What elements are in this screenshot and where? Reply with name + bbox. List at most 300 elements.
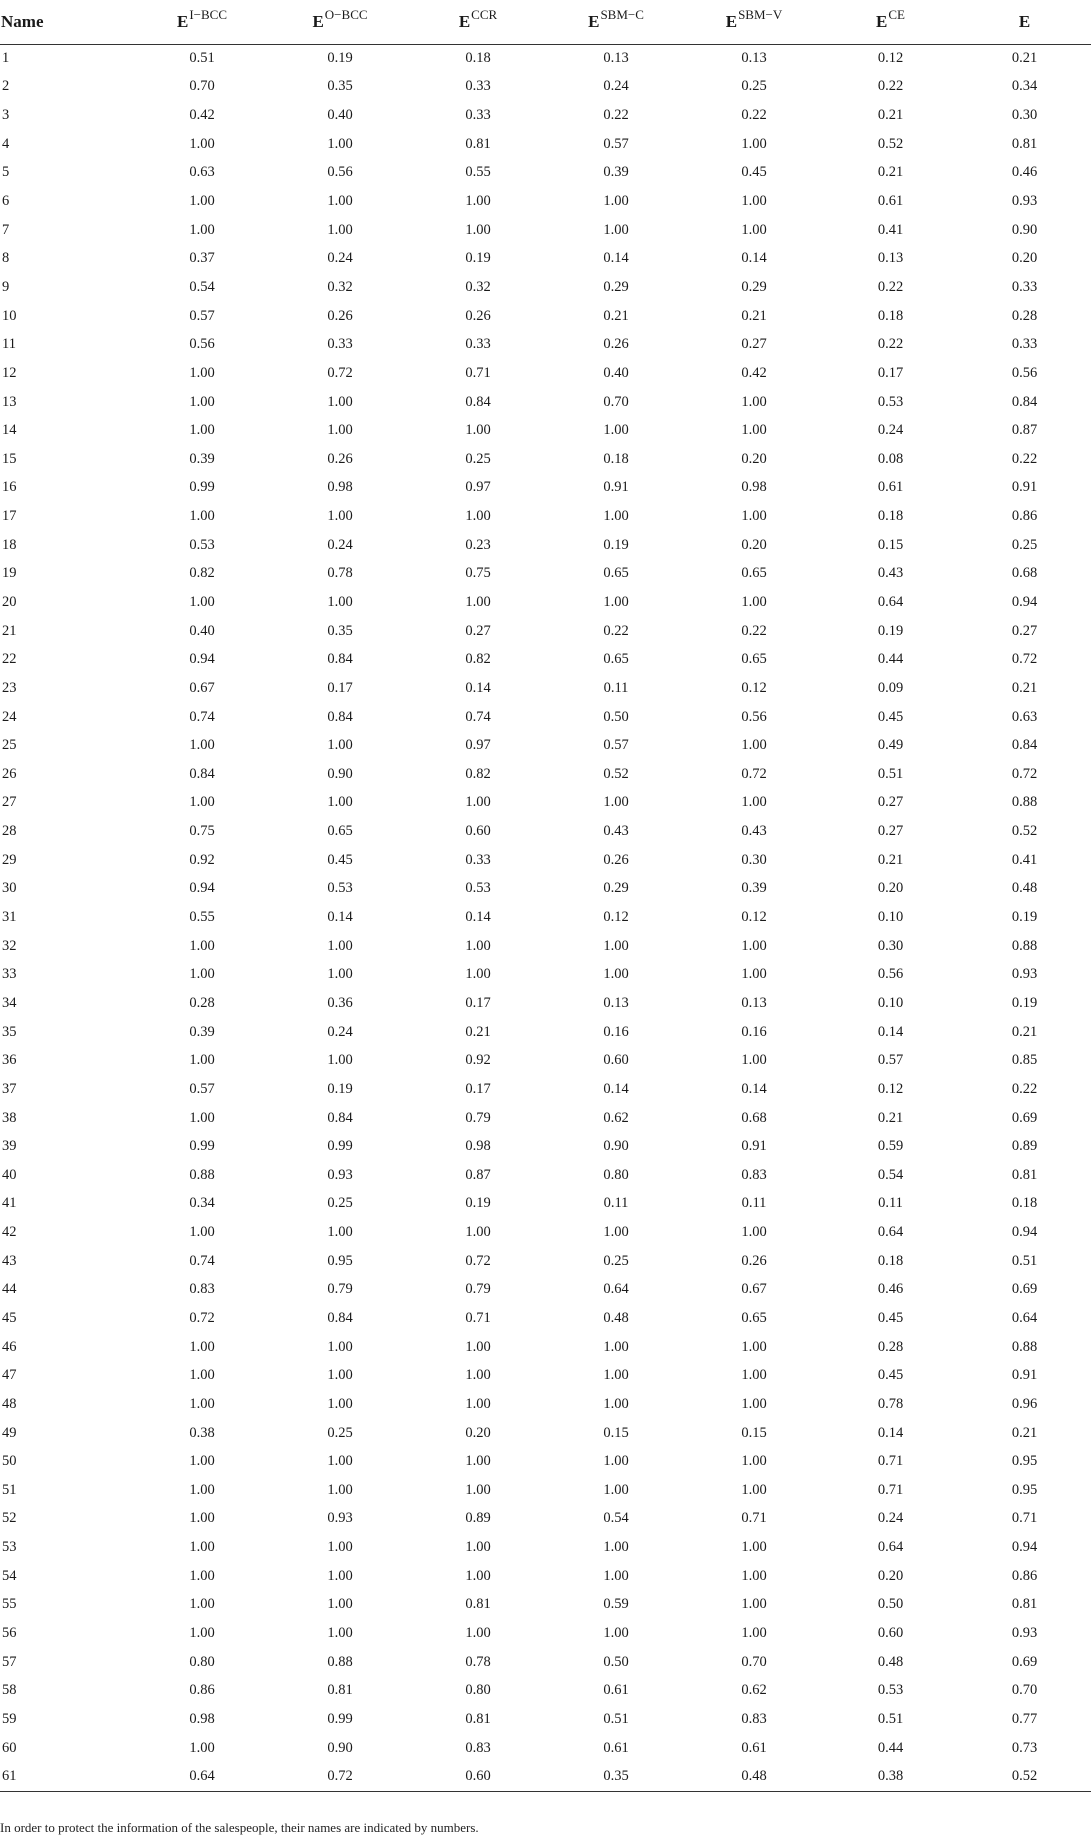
value-cell: 1.00 (189, 966, 215, 983)
column-header-1 (133, 0, 271, 44)
value-cell: 0.81 (1011, 1596, 1038, 1613)
value-cell: 0.52 (958, 1762, 1091, 1791)
row-name-cell: 58 (2, 1682, 17, 1699)
value-cell: 0.19 (1011, 909, 1038, 926)
value-cell: 0.21 (1011, 1023, 1038, 1040)
value-cell: 0.67 (741, 1281, 767, 1298)
value-cell: 1.00 (189, 1739, 215, 1756)
value-cell: 1.00 (603, 937, 629, 954)
value-cell: 0.69 (1011, 1653, 1038, 1670)
value-cell: 1.00 (465, 794, 491, 811)
value-cell: 0.62 (603, 1109, 629, 1126)
table-row (0, 1705, 1091, 1734)
value-cell: 0.45 (877, 1367, 904, 1384)
row-name-cell: 24 (2, 708, 17, 725)
value-cell: 0.90 (603, 1138, 629, 1155)
value-cell: 0.24 (877, 422, 904, 439)
value-cell: 0.73 (1011, 1739, 1038, 1756)
value-cell: 0.50 (603, 1653, 629, 1670)
row-name-cell: 31 (2, 909, 17, 926)
value-cell: 0.84 (327, 651, 353, 668)
table-row (0, 502, 1091, 531)
value-cell: 0.64 (877, 1224, 904, 1241)
value-cell: 0.79 (465, 1281, 491, 1298)
table-row (0, 388, 1091, 417)
value-cell: 1.00 (603, 1224, 629, 1241)
value-cell: 0.45 (877, 708, 904, 725)
value-cell: 1.00 (603, 794, 629, 811)
value-cell: 1.00 (741, 937, 767, 954)
table-row (0, 1018, 1091, 1047)
value-cell: 0.30 (1011, 107, 1038, 124)
table-row (0, 932, 1091, 961)
row-name-cell: 48 (2, 1395, 17, 1412)
value-cell: 0.24 (877, 1510, 904, 1527)
value-cell: 0.61 (741, 1739, 767, 1756)
value-cell: 0.60 (409, 1762, 547, 1791)
table-row (0, 1619, 1091, 1648)
value-cell: 0.93 (327, 1510, 353, 1527)
value-cell: 0.72 (189, 1310, 215, 1326)
value-cell: 1.00 (603, 1338, 629, 1355)
table-row (0, 1533, 1091, 1562)
table-row (0, 1333, 1091, 1362)
column-header-base: E (312, 11, 324, 31)
column-header-2 (271, 0, 409, 44)
table-row (0, 1591, 1091, 1620)
value-cell: 0.18 (877, 1252, 904, 1269)
value-cell: 0.24 (327, 1023, 353, 1040)
value-cell: 1.00 (189, 737, 215, 754)
value-cell: 0.12 (603, 909, 629, 926)
row-name-cell: 15 (2, 450, 17, 467)
value-cell: 1.00 (189, 1224, 215, 1241)
value-cell: 0.71 (877, 1481, 904, 1498)
value-cell: 0.39 (189, 450, 215, 467)
value-cell: 0.13 (741, 994, 767, 1011)
value-cell: 0.39 (603, 164, 629, 181)
value-cell: 1.00 (741, 737, 767, 754)
table-row (0, 674, 1091, 703)
table-row (0, 789, 1091, 818)
value-cell: 0.42 (189, 107, 215, 124)
value-cell: 0.18 (1011, 1195, 1038, 1212)
value-cell: 0.75 (189, 823, 215, 840)
table-body (0, 44, 1091, 1791)
value-cell: 1.00 (327, 1453, 353, 1470)
value-cell: 0.85 (1011, 1052, 1038, 1069)
value-cell: 0.22 (877, 78, 904, 95)
value-cell: 1.00 (189, 508, 215, 525)
value-cell: 0.41 (877, 221, 904, 238)
value-cell: 0.79 (465, 1109, 491, 1126)
value-cell: 1.00 (189, 593, 215, 610)
value-cell: 1.00 (603, 508, 629, 525)
value-cell: 0.88 (189, 1166, 215, 1183)
column-header-base: E (725, 11, 738, 31)
value-cell: 0.23 (465, 536, 491, 553)
value-cell: 1.00 (741, 508, 767, 525)
row-name-cell: 54 (2, 1567, 17, 1584)
value-cell: 0.42 (741, 364, 767, 381)
value-cell: 0.95 (327, 1252, 353, 1269)
value-cell: 0.86 (189, 1682, 215, 1699)
value-cell: 0.68 (741, 1109, 767, 1126)
value-cell: 1.00 (327, 221, 353, 238)
value-cell: 0.45 (327, 851, 353, 868)
value-cell: 0.46 (877, 1281, 904, 1298)
value-cell: 0.94 (189, 880, 215, 897)
value-cell: 1.00 (327, 1224, 353, 1241)
value-cell: 1.00 (465, 221, 491, 238)
value-cell: 0.24 (327, 536, 353, 553)
value-cell: 0.14 (741, 1080, 767, 1097)
value-cell: 1.00 (741, 393, 767, 410)
table-row (0, 1677, 1091, 1706)
row-name-cell: 9 (2, 278, 10, 295)
row-name-cell: 59 (2, 1710, 17, 1727)
value-cell: 0.40 (603, 364, 629, 381)
row-name-cell: 41 (2, 1195, 17, 1212)
table-row (0, 101, 1091, 130)
value-cell: 0.24 (603, 78, 629, 95)
value-cell: 0.64 (877, 593, 904, 610)
value-cell: 0.08 (877, 450, 904, 467)
value-cell: 0.22 (877, 278, 904, 295)
value-cell: 1.00 (465, 1338, 491, 1355)
value-cell: 1.00 (603, 422, 629, 439)
value-cell: 0.35 (547, 1762, 685, 1791)
value-cell: 0.19 (465, 1195, 491, 1212)
value-cell: 0.61 (877, 193, 904, 210)
value-cell: 1.00 (741, 422, 767, 439)
value-cell: 0.48 (1011, 880, 1038, 897)
value-cell: 1.00 (465, 1539, 491, 1556)
column-header-base: E (176, 11, 189, 31)
value-cell: 0.92 (189, 851, 215, 868)
value-cell: 1.00 (741, 1052, 767, 1069)
row-name-cell: 2 (2, 78, 10, 95)
row-name-cell: 7 (2, 221, 10, 238)
value-cell: 0.53 (877, 393, 904, 410)
value-cell: 0.71 (465, 1310, 491, 1326)
value-cell: 0.22 (1011, 1080, 1038, 1097)
value-cell: 1.00 (189, 1596, 215, 1613)
value-cell: 0.53 (327, 880, 353, 897)
value-cell: 0.56 (189, 336, 215, 353)
value-cell: 0.55 (189, 909, 215, 926)
table-row (0, 1361, 1091, 1390)
value-cell: 1.00 (189, 1539, 215, 1556)
value-cell: 0.16 (741, 1023, 767, 1040)
value-cell: 1.00 (327, 422, 353, 439)
value-cell: 1.00 (465, 1453, 491, 1470)
value-cell: 0.21 (603, 307, 629, 324)
value-cell: 0.49 (877, 737, 904, 754)
value-cell: 0.18 (877, 307, 904, 324)
table-row (0, 244, 1091, 273)
column-header-base: Name (1, 11, 44, 31)
value-cell: 1.00 (189, 794, 215, 811)
table-row (0, 760, 1091, 789)
column-header-base: E (458, 11, 471, 31)
value-cell: 0.11 (603, 679, 629, 696)
value-cell: 1.00 (741, 221, 767, 238)
value-cell: 0.91 (741, 1138, 767, 1155)
value-cell: 0.25 (1011, 536, 1038, 553)
value-cell: 0.70 (741, 1653, 767, 1670)
value-cell: 1.00 (741, 1567, 767, 1584)
row-name-cell: 35 (2, 1023, 17, 1040)
value-cell: 0.65 (603, 565, 629, 582)
row-name-cell: 49 (2, 1424, 17, 1441)
value-cell: 0.52 (877, 135, 904, 152)
table-row (0, 474, 1091, 503)
value-cell: 0.25 (327, 1195, 353, 1212)
row-name-cell: 27 (2, 794, 17, 811)
value-cell: 0.80 (189, 1653, 215, 1670)
column-header-superscript: SBM−C (600, 6, 644, 22)
value-cell: 0.98 (465, 1138, 491, 1155)
value-cell: 0.21 (877, 107, 904, 124)
value-cell: 0.29 (603, 278, 629, 295)
value-cell: 0.15 (603, 1424, 629, 1441)
value-cell: 0.53 (877, 1682, 904, 1699)
value-cell: 0.25 (327, 1424, 353, 1441)
value-cell: 1.00 (741, 193, 767, 210)
value-cell: 0.75 (465, 565, 491, 582)
value-cell: 1.00 (327, 1338, 353, 1355)
row-name-cell: 19 (2, 565, 17, 582)
value-cell: 0.30 (741, 851, 767, 868)
row-name-cell: 61 (0, 1762, 133, 1791)
row-name-cell: 12 (2, 364, 17, 381)
row-name-cell: 44 (2, 1281, 17, 1298)
value-cell: 1.00 (741, 794, 767, 811)
value-cell: 0.52 (1011, 823, 1038, 840)
value-cell: 0.14 (465, 679, 491, 696)
value-cell: 1.00 (189, 1567, 215, 1584)
table-row (0, 875, 1091, 904)
value-cell: 1.00 (741, 1539, 767, 1556)
value-cell: 0.84 (1011, 737, 1038, 754)
table-row (0, 1648, 1091, 1677)
value-cell: 0.72 (1011, 651, 1038, 668)
value-cell: 0.44 (877, 651, 904, 668)
value-cell: 0.69 (1011, 1281, 1038, 1298)
value-cell: 0.48 (685, 1762, 823, 1791)
value-cell: 0.33 (465, 851, 491, 868)
row-name-cell: 26 (2, 765, 17, 782)
value-cell: 0.27 (1011, 622, 1038, 639)
value-cell: 0.78 (327, 565, 353, 582)
value-cell: 0.57 (603, 135, 629, 152)
value-cell: 1.00 (741, 1625, 767, 1642)
value-cell: 0.19 (877, 622, 904, 639)
value-cell: 0.69 (1011, 1109, 1038, 1126)
value-cell: 0.57 (603, 737, 629, 754)
value-cell: 0.33 (1011, 336, 1038, 353)
value-cell: 1.00 (327, 135, 353, 152)
value-cell: 0.91 (603, 479, 629, 496)
value-cell: 1.00 (465, 1625, 491, 1642)
value-cell: 0.21 (877, 164, 904, 181)
value-cell: 0.82 (465, 651, 491, 668)
value-cell: 0.53 (465, 880, 491, 897)
value-cell: 0.25 (465, 450, 491, 467)
value-cell: 1.00 (189, 364, 215, 381)
value-cell: 0.88 (1011, 794, 1038, 811)
value-cell: 0.10 (877, 909, 904, 926)
value-cell: 0.32 (465, 278, 491, 295)
value-cell: 1.00 (741, 1338, 767, 1355)
table-row (0, 846, 1091, 875)
value-cell: 0.64 (133, 1762, 271, 1791)
value-cell: 0.57 (189, 307, 215, 324)
value-cell: 0.92 (465, 1052, 491, 1069)
table-row (0, 1218, 1091, 1247)
value-cell: 0.18 (465, 50, 491, 67)
value-cell: 0.27 (877, 794, 904, 811)
value-cell: 0.29 (603, 880, 629, 897)
value-cell: 1.00 (603, 1625, 629, 1642)
value-cell: 0.20 (741, 450, 767, 467)
value-cell: 0.84 (465, 393, 491, 410)
value-cell: 0.17 (327, 679, 353, 696)
value-cell: 0.56 (1011, 364, 1038, 381)
value-cell: 0.35 (327, 622, 353, 639)
value-cell: 0.19 (1011, 994, 1038, 1011)
column-header-6 (823, 0, 958, 44)
value-cell: 1.00 (741, 966, 767, 983)
value-cell: 0.22 (1011, 450, 1038, 467)
row-name-cell: 3 (2, 107, 10, 124)
value-cell: 0.21 (465, 1023, 491, 1040)
value-cell: 0.80 (465, 1682, 491, 1699)
value-cell: 0.38 (189, 1424, 215, 1441)
value-cell: 0.12 (741, 679, 767, 696)
value-cell: 1.00 (465, 966, 491, 983)
value-cell: 1.00 (465, 1367, 491, 1384)
value-cell: 1.00 (327, 508, 353, 525)
value-cell: 0.14 (877, 1424, 904, 1441)
table-row (0, 130, 1091, 159)
value-cell: 0.81 (465, 1710, 491, 1727)
value-cell: 0.62 (741, 1682, 767, 1699)
value-cell: 0.84 (327, 1310, 353, 1326)
value-cell: 0.33 (465, 107, 491, 124)
table-row (0, 961, 1091, 990)
value-cell: 0.65 (327, 823, 353, 840)
value-cell: 0.93 (327, 1166, 353, 1183)
value-cell: 1.00 (603, 1367, 629, 1384)
value-cell: 1.00 (189, 1052, 215, 1069)
value-cell: 1.00 (327, 1395, 353, 1412)
row-name-cell: 17 (2, 508, 17, 525)
value-cell: 0.82 (465, 765, 491, 782)
value-cell: 0.44 (877, 1739, 904, 1756)
value-cell: 0.51 (877, 765, 904, 782)
column-header-superscript: O−BCC (324, 6, 368, 22)
table-row (0, 1476, 1091, 1505)
value-cell: 0.19 (603, 536, 629, 553)
value-cell: 0.37 (189, 250, 215, 267)
value-cell: 0.18 (877, 508, 904, 525)
value-cell: 0.88 (327, 1653, 353, 1670)
row-name-cell: 28 (2, 823, 17, 840)
value-cell: 0.20 (1011, 250, 1038, 267)
table-row (0, 416, 1091, 445)
value-cell: 0.11 (878, 1195, 903, 1212)
value-cell: 1.00 (603, 593, 629, 610)
value-cell: 1.00 (327, 1539, 353, 1556)
value-cell: 1.00 (741, 1481, 767, 1498)
table-row (0, 1190, 1091, 1219)
value-cell: 0.21 (877, 851, 904, 868)
value-cell: 0.72 (741, 765, 767, 782)
value-cell: 0.87 (465, 1166, 491, 1183)
value-cell: 0.12 (877, 50, 904, 67)
table-row (0, 1104, 1091, 1133)
value-cell: 0.24 (327, 250, 353, 267)
row-name-cell: 8 (2, 250, 10, 267)
value-cell: 0.33 (1011, 278, 1038, 295)
value-cell: 1.00 (189, 135, 215, 152)
table-row (0, 1447, 1091, 1476)
row-name-cell: 38 (2, 1109, 17, 1126)
value-cell: 0.74 (465, 708, 491, 725)
value-cell: 0.16 (603, 1023, 629, 1040)
value-cell: 0.68 (1011, 565, 1038, 582)
value-cell: 1.00 (465, 508, 491, 525)
value-cell: 1.00 (327, 1367, 353, 1384)
value-cell: 0.57 (189, 1080, 215, 1097)
value-cell: 0.81 (465, 1596, 491, 1613)
table-row (0, 1304, 1091, 1333)
value-cell: 0.45 (741, 164, 767, 181)
value-cell: 0.70 (603, 393, 629, 410)
value-cell: 0.65 (741, 651, 767, 668)
table-row (0, 531, 1091, 560)
value-cell: 0.39 (189, 1023, 215, 1040)
value-cell: 0.13 (741, 50, 767, 67)
value-cell: 0.65 (741, 1310, 767, 1326)
row-name-cell: 18 (2, 536, 17, 553)
value-cell: 0.21 (1011, 679, 1038, 696)
table-row (0, 1161, 1091, 1190)
value-cell: 1.00 (603, 1567, 629, 1584)
value-cell: 0.12 (741, 909, 767, 926)
row-name-cell: 22 (2, 651, 17, 668)
value-cell: 0.26 (603, 336, 629, 353)
value-cell: 0.91 (1011, 479, 1038, 496)
value-cell: 1.00 (189, 1109, 215, 1126)
table-row (0, 187, 1091, 216)
value-cell: 0.70 (189, 78, 215, 95)
table-row (0, 216, 1091, 245)
value-cell: 1.00 (327, 393, 353, 410)
table-row (0, 1734, 1091, 1763)
value-cell: 0.84 (189, 765, 215, 782)
value-cell: 0.59 (603, 1596, 629, 1613)
value-cell: 0.81 (1011, 1166, 1038, 1183)
row-name-cell: 23 (2, 679, 17, 696)
value-cell: 1.00 (189, 1481, 215, 1498)
value-cell: 0.61 (877, 479, 904, 496)
value-cell: 0.83 (465, 1739, 491, 1756)
value-cell: 0.51 (189, 50, 215, 67)
value-cell: 0.88 (1011, 937, 1038, 954)
